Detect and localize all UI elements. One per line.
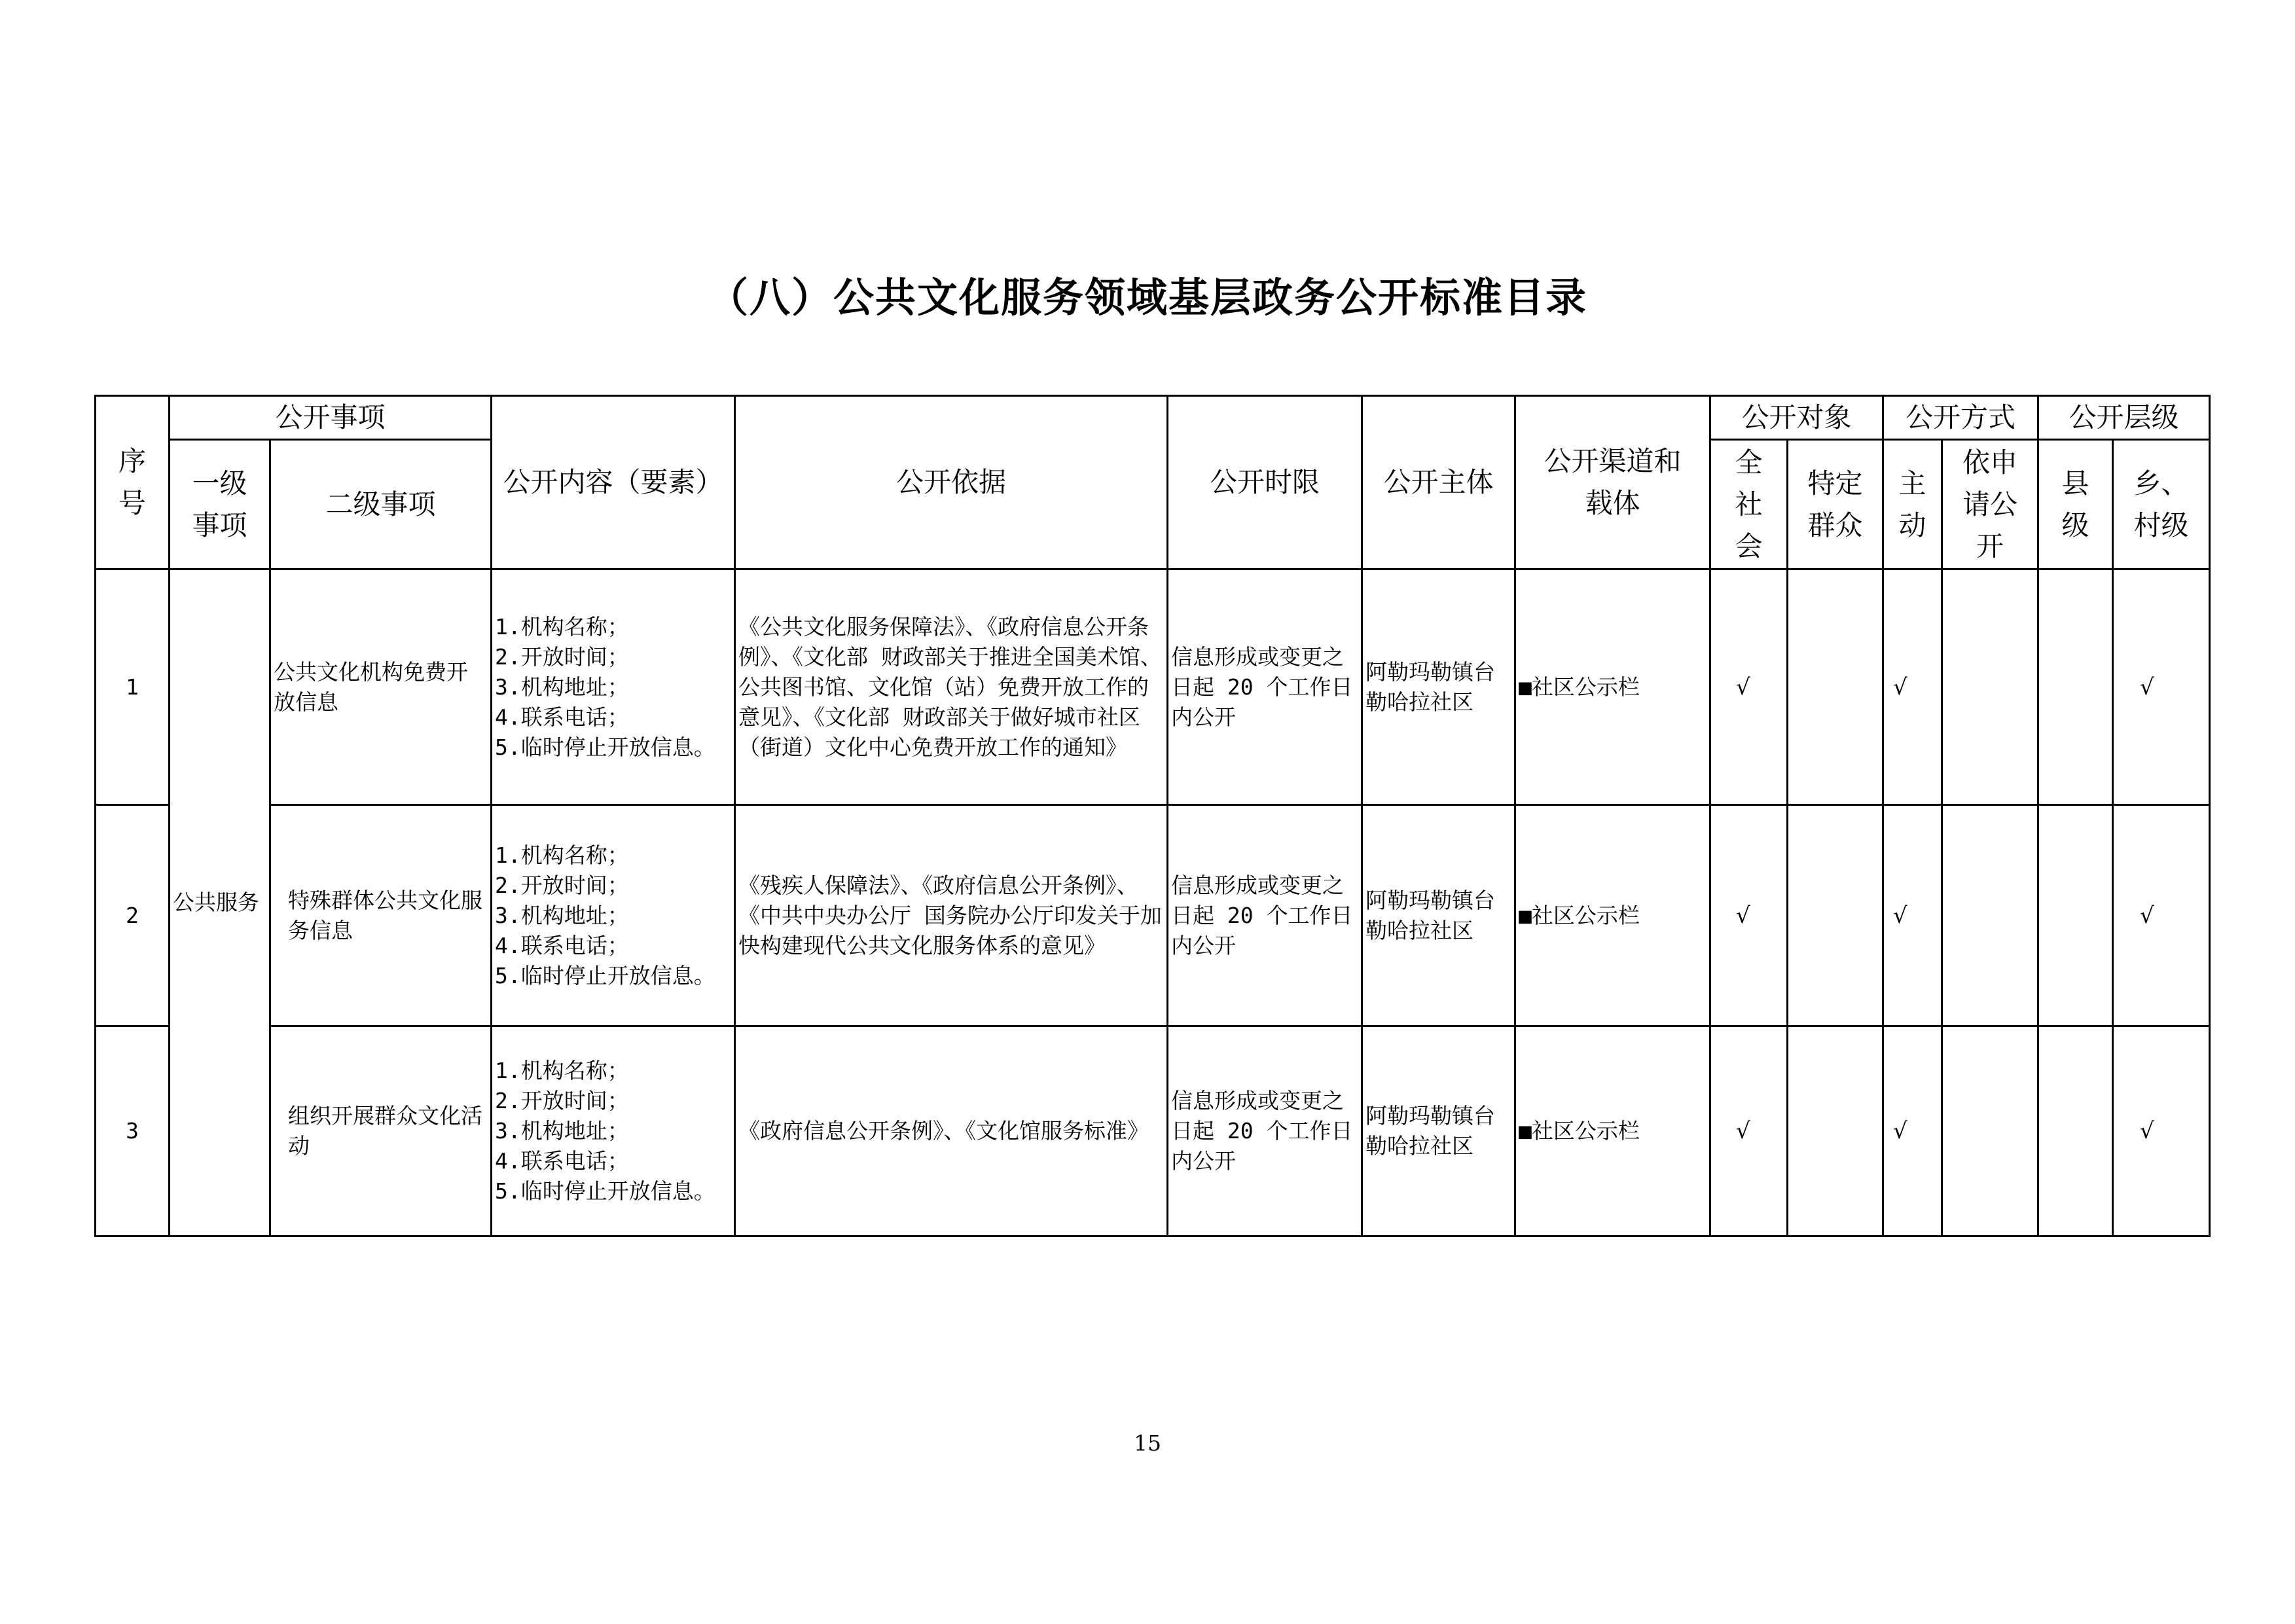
row-content: 1.机构名称； 2.开放时间； 3.机构地址； 4.联系电话； 5.临时停止开放信息。	[492, 569, 735, 805]
row-level-county	[2038, 805, 2113, 1026]
row-content: 1.机构名称； 2.开放时间； 3.机构地址； 4.联系电话； 5.临时停止开放信息。	[492, 805, 735, 1026]
header-level-township: 乡、 村级	[2113, 440, 2210, 569]
header-basis: 公开依据	[735, 396, 1168, 569]
row-method-active: √	[1883, 805, 1942, 1026]
row-level-county	[2038, 569, 2113, 805]
row-method-request	[1942, 1026, 2038, 1236]
row-method-active: √	[1883, 1026, 1942, 1236]
header-method-active: 主 动	[1883, 440, 1942, 569]
row-target-specific	[1788, 569, 1883, 805]
header-method-request: 依申 请公 开	[1942, 440, 2038, 569]
header-target-all: 全 社 会	[1710, 440, 1788, 569]
row-target-specific	[1788, 805, 1883, 1026]
header-channel: 公开渠道和 载体	[1515, 396, 1710, 569]
row-basis: 《公共文化服务保障法》、《政府信息公开条例》、《文化部 财政部关于推进全国美术馆、公共图书馆、文化馆（站）免费开放工作的意见》、《文化部 财政部关于做好城市社区（街道）文化中心免费开放工作的通知》	[735, 569, 1168, 805]
document-title: （八）公共文化服务领域基层政务公开标准目录	[707, 274, 1587, 321]
row-time: 信息形成或变更之日起 20 个工作日内公开	[1168, 805, 1362, 1026]
header-content: 公开内容（要素）	[492, 396, 735, 569]
row-target-all: √	[1710, 569, 1788, 805]
row-channel: ■社区公示栏	[1515, 805, 1710, 1026]
row-level2: 组织开展群众文化活动	[270, 1026, 492, 1236]
row-level-township: √	[2113, 805, 2210, 1026]
row-target-specific	[1788, 1026, 1883, 1236]
row-time: 信息形成或变更之日起 20 个工作日内公开	[1168, 569, 1362, 805]
level1-item: 公共服务	[170, 569, 270, 1236]
row-content: 1.机构名称； 2.开放时间； 3.机构地址； 4.联系电话； 5.临时停止开放信息。	[492, 1026, 735, 1236]
row-level2: 特殊群体公共文化服务信息	[270, 805, 492, 1026]
header-seq: 序 号	[96, 396, 170, 569]
row-channel: ■社区公示栏	[1515, 569, 1710, 805]
header-level-group: 公开层级	[2038, 396, 2210, 440]
row-level-county	[2038, 1026, 2113, 1236]
row-seq: 1	[96, 569, 170, 805]
row-time: 信息形成或变更之日起 20 个工作日内公开	[1168, 1026, 1362, 1236]
table-row	[96, 805, 2210, 1026]
row-target-all: √	[1710, 1026, 1788, 1236]
row-level2: 公共文化机构免费开放信息	[270, 569, 492, 805]
header-level1: 一级 事项	[170, 440, 270, 569]
header-time: 公开时限	[1168, 396, 1362, 569]
row-subject: 阿勒玛勒镇台勒哈拉社区	[1362, 805, 1515, 1026]
row-level-township: √	[2113, 1026, 2210, 1236]
row-basis: 《政府信息公开条例》、《文化馆服务标准》	[735, 1026, 1168, 1236]
header-items-group: 公开事项	[170, 396, 492, 440]
header-target-group: 公开对象	[1710, 396, 1883, 440]
row-level-township: √	[2113, 569, 2210, 805]
page-number: 15	[1134, 1430, 1161, 1456]
row-seq: 3	[96, 1026, 170, 1236]
row-basis: 《残疾人保障法》、《政府信息公开条例》、《中共中央办公厅 国务院办公厅印发关于加快构建现代公共文化服务体系的意见》	[735, 805, 1168, 1026]
row-subject: 阿勒玛勒镇台勒哈拉社区	[1362, 1026, 1515, 1236]
header-target-specific: 特定 群众	[1788, 440, 1883, 569]
header-subject: 公开主体	[1362, 396, 1515, 569]
row-method-active: √	[1883, 569, 1942, 805]
header-level-county: 县 级	[2038, 440, 2113, 569]
table-row	[96, 569, 2210, 805]
row-method-request	[1942, 805, 2038, 1026]
row-channel: ■社区公示栏	[1515, 1026, 1710, 1236]
row-seq: 2	[96, 805, 170, 1026]
header-row-1	[96, 396, 2210, 440]
catalog-table	[94, 395, 2211, 1237]
table-row	[96, 1026, 2210, 1236]
header-level2: 二级事项	[270, 440, 492, 569]
row-target-all: √	[1710, 805, 1788, 1026]
row-subject: 阿勒玛勒镇台勒哈拉社区	[1362, 569, 1515, 805]
header-method-group: 公开方式	[1883, 396, 2038, 440]
row-method-request	[1942, 569, 2038, 805]
